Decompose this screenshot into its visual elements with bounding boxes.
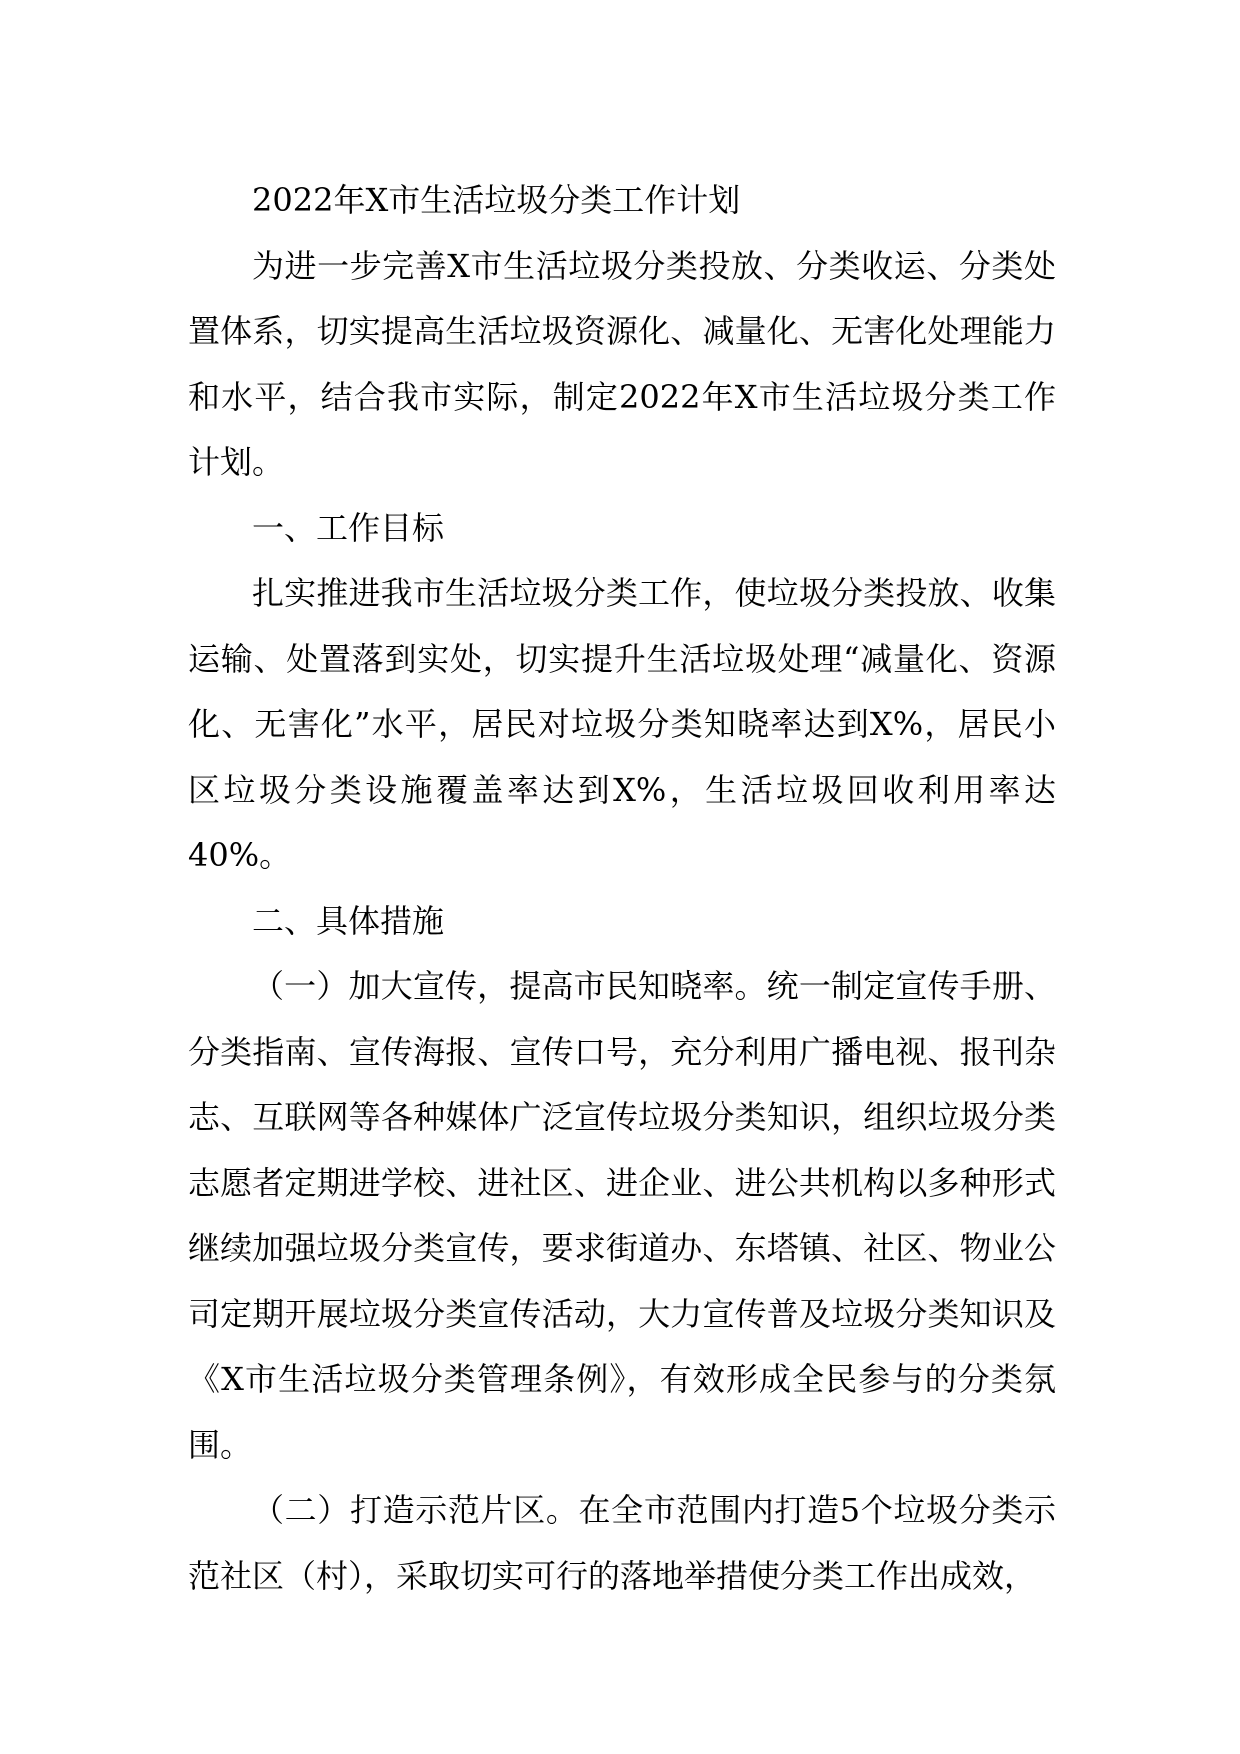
document-page xyxy=(188,168,1056,1609)
section-heading-goals: 一、工作目标 xyxy=(252,508,445,547)
intro-paragraph: 为进一步完善X市生活垃圾分类投放、分类收运、分类处置体系，切实提高生活垃圾资源化、减量化、无害化处理能力和水平，结合我市实际，制定2022年X市生活垃圾分类工作计划。 xyxy=(188,246,1056,481)
goals-paragraph: 扎实推进我市生活垃圾分类工作，使垃圾分类投放、收集运输、处置落到实处，切实提升生活垃圾处理“减量化、资源化、无害化”水平，居民对垃圾分类知晓率达到X%，居民小区垃圾分类设施覆盖率达到X%，生活垃圾回收利用率达40%。 xyxy=(188,574,1056,874)
document-title: 2022年X市生活垃圾分类工作计划 xyxy=(252,181,741,219)
section-heading-measures: 二、具体措施 xyxy=(252,901,445,940)
measure-paragraph-2: （二）打造示范片区。在全市范围内打造5个垃圾分类示范社区（村），采取切实可行的落地举措使分类工作出成效， xyxy=(188,1491,1056,1595)
measure-paragraph-1: （一）加大宣传，提高市民知晓率。统一制定宣传手册、分类指南、宣传海报、宣传口号，充分利用广播电视、报刊杂志、互联网等各种媒体广泛宣传垃圾分类知识，组织垃圾分类志愿者定期进学校、进社区、进企业、进公共机构以多种形式继续加强垃圾分类宣传，要求街道办、东塔镇、社区、物业公司定期开展垃圾分类宣传活动，大力宣传普及垃圾分类知识及《X市生活垃圾分类管理条例》，有效形成全民参与的分类氛围。 xyxy=(188,967,1056,1464)
